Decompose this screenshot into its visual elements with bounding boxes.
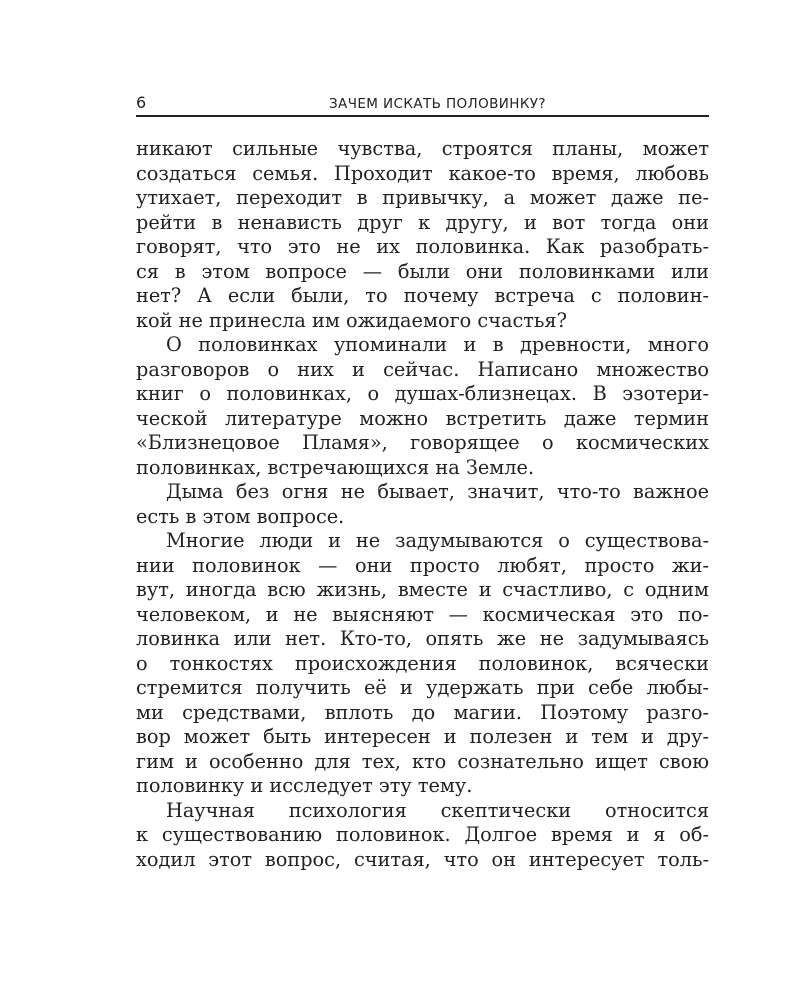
text-line: создаться семья. Проходит какое-то время, любовь [136,161,709,185]
header-rule [136,115,709,117]
text-line: ходил этот вопрос, считая, что он интересует толь- [136,847,709,871]
text-line: половинку и исследует эту тему. [136,774,473,797]
text-line: Многие люди и не задумываются о существова- [166,529,709,552]
text-line: половинках, встречающихся на Земле. [136,455,535,479]
text-line: утихает, переходит в привычку, а может даже пе- [136,186,709,209]
paragraph-1 [136,137,709,333]
running-head [136,93,709,113]
body-text [136,137,709,872]
paragraph-4 [136,529,709,799]
text-line: гим и особенно для тех, кто сознательно ищет свою [136,749,709,773]
text-line: ческой литературе можно встретить даже термин [136,406,709,430]
text-line: есть в этом вопросе. [136,504,345,528]
text-line: никают сильные чувства, строятся планы, может [136,137,709,160]
text-line: кой не принесла им ожидаемого счастья? [136,308,567,332]
text-line: к существованию половинок. Долгое время и я об- [136,823,709,846]
page-number: 6 [136,93,147,112]
text-line: человеком, и не выясняют — космическая это по- [136,602,709,626]
paragraph-2 [136,333,709,480]
text-line: рейти в ненависть друг к другу, и вот тогда они [136,210,709,234]
paragraph-3 [136,480,709,529]
text-line: Дыма без огня не бывает, значит, что-то важное [166,480,709,503]
text-line: разговоров о них и сейчас. Написано множество [136,357,709,381]
text-line: нет? А если были, то почему встреча с половин- [136,284,709,307]
text-line: вут, иногда всю жизнь, вместе и счастливо, с одним [136,578,709,601]
text-line: ми средствами, вплоть до магии. Поэтому разго- [136,700,709,724]
paragraph-5 [136,799,709,873]
text-line: вор может быть интересен и полезен и тем и дру- [136,725,709,748]
text-line: книг о половинках, о душах-близнецах. В эзотери- [136,382,709,405]
text-line: Научная психология скептически относится [166,798,709,822]
text-line: ся в этом вопросе — были они половинками или [136,259,709,283]
text-line: стремится получить её и удержать при себе любы- [136,676,709,699]
text-line: «Близнецовое Пламя», говорящее о космических [136,431,709,454]
text-line: ловинка или нет. Кто-то, опять же не задумываясь [136,627,709,650]
text-line: говорят, что это не их половинка. Как разобрать- [136,235,709,258]
running-title: ЗАЧЕМ ИСКАТЬ ПОЛОВИНКУ? [329,96,546,112]
text-line: О половинках упоминали и в древности, много [166,333,709,356]
text-line: о тонкостях происхождения половинок, всячески [136,651,709,675]
text-line: нии половинок — они просто любят, просто жи- [136,553,709,577]
